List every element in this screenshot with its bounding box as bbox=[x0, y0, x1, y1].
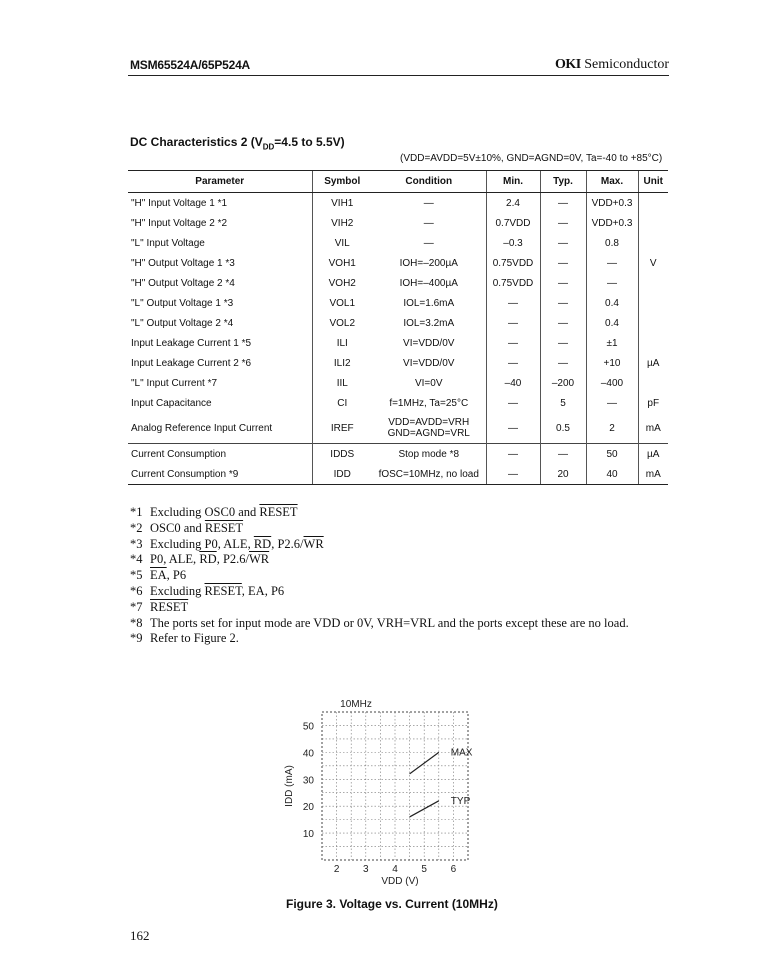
table-header-row bbox=[128, 171, 668, 193]
chart-series bbox=[410, 747, 473, 817]
figure-caption: Figure 3. Voltage vs. Current (10MHz) bbox=[286, 897, 498, 911]
table-row: "L" Output Voltage 2 *4 VOL2 IOL=3.2mA — — 0.4 bbox=[128, 313, 668, 333]
x-tick-label: 4 bbox=[392, 864, 398, 875]
col-typ: Typ. bbox=[540, 171, 586, 193]
footnote: *9 Refer to Figure 2. bbox=[130, 631, 239, 646]
table-row: Input Leakage Current 2 *6 ILI2 VI=VDD/0V — — +10 bbox=[128, 353, 668, 373]
unit-leakage: µA bbox=[638, 333, 668, 393]
table-row: "H" Output Voltage 1 *3 VOH1 IOH=–200µA 0.75VDD — — bbox=[128, 253, 668, 273]
col-min: Min. bbox=[486, 171, 540, 193]
col-parameter: Parameter bbox=[128, 171, 312, 193]
document-id: MSM65524A/65P524A bbox=[130, 58, 251, 72]
footnote: *7 RESET bbox=[130, 599, 189, 614]
page-number: 162 bbox=[130, 928, 150, 943]
voltage-current-chart bbox=[270, 690, 510, 890]
table-row: Input Leakage Current 1 *5 ILI VI=VDD/0V — — ±1 µA bbox=[128, 333, 668, 353]
dc-characteristics-table bbox=[128, 170, 668, 485]
footnote: *2 OSC0 and RESET bbox=[130, 520, 244, 535]
table-row: "L" Input Current *7 IIL VI=0V –40 –200 –400 bbox=[128, 373, 668, 393]
table-row: "H" Input Voltage 2 *2 VIH2 — 0.7VDD — VDD+0.3 bbox=[128, 213, 668, 233]
footnotes bbox=[130, 505, 629, 647]
footnote: *3 Excluding P0, ALE, $\overline{RD}$, $P2.6/\overline{WR}$ bbox=[130, 536, 324, 551]
chart-y-label: IDD (mA) bbox=[284, 765, 295, 807]
col-condition: Condition bbox=[372, 171, 486, 193]
table-row: "L" Output Voltage 1 *3 VOL1 IOL=1.6mA — — 0.4 bbox=[128, 293, 668, 313]
x-tick-label: 5 bbox=[421, 864, 427, 875]
x-tick-label: 2 bbox=[333, 864, 340, 875]
table-row: "L" Input Voltage VIL — –0.3 — 0.8 bbox=[128, 233, 668, 253]
x-tick-label: 6 bbox=[450, 864, 457, 875]
y-tick-label: 30 bbox=[302, 775, 314, 787]
col-symbol: Symbol bbox=[312, 171, 372, 193]
y-tick-label: 10 bbox=[302, 829, 314, 841]
chart-ticks bbox=[303, 721, 457, 875]
conditions-note: (VDD=AVDD=5V±10%, GND=AGND=0V, Ta=-40 to +85°C) bbox=[400, 153, 663, 164]
series-label-typ: TYP bbox=[450, 795, 471, 807]
series-line-max bbox=[410, 752, 439, 774]
table-row: Analog Reference Input Current IREF VDD=AVDD=VRH GND=AGND=VRL — 0.5 2 mA bbox=[128, 413, 668, 444]
y-tick-label: 50 bbox=[302, 721, 314, 733]
header-rule bbox=[128, 75, 669, 76]
footnote: *6 Excluding RESET, EA, P6 bbox=[130, 583, 285, 598]
col-max: Max. bbox=[586, 171, 638, 193]
table-row: Current Consumption *9 IDD fOSC=10MHz, no load — 20 40 mA bbox=[128, 464, 668, 485]
series-label-max: MAX bbox=[450, 747, 473, 759]
brand-logo: OKI Semiconductor bbox=[555, 57, 669, 72]
chart-title: 10MHz bbox=[340, 699, 372, 710]
table-row: "H" Output Voltage 2 *4 VOH2 IOH=–400µA 0.75VDD — — bbox=[128, 273, 668, 293]
x-tick-label: 3 bbox=[363, 864, 369, 875]
chart-x-label: VDD (V) bbox=[381, 876, 419, 887]
table-row: Input Capacitance CI f=1MHz, Ta=25°C — 5 — pF bbox=[128, 393, 668, 413]
y-tick-label: 20 bbox=[302, 802, 314, 814]
unit-voltage: V bbox=[638, 193, 668, 334]
footnote: *8 The ports set for input mode are VDD or 0V, VRH=VRL and the ports except these are no load. bbox=[130, 615, 629, 630]
chart-grid bbox=[322, 712, 468, 860]
footnote: *5 $\overline{EA}$, P6 bbox=[130, 568, 187, 583]
y-tick-label: 40 bbox=[302, 748, 314, 760]
footnote: *1 Excluding OSC0 and RESET bbox=[130, 505, 298, 519]
section-title: DC Characteristics 2 ($V_{DD}=4.5$ to 5.5V) bbox=[130, 135, 345, 152]
table-row: "H" Input Voltage 1 *1 VIH1 — 2.4 — VDD+0.3 V bbox=[128, 193, 668, 214]
footnote: *4 P0, ALE, $\overline{RD}$, $P2.6/\overline{WR}$ bbox=[130, 552, 270, 567]
col-unit: Unit bbox=[638, 171, 668, 193]
table-row: Current Consumption IDDS Stop mode *8 — — 50 µA bbox=[128, 444, 668, 465]
